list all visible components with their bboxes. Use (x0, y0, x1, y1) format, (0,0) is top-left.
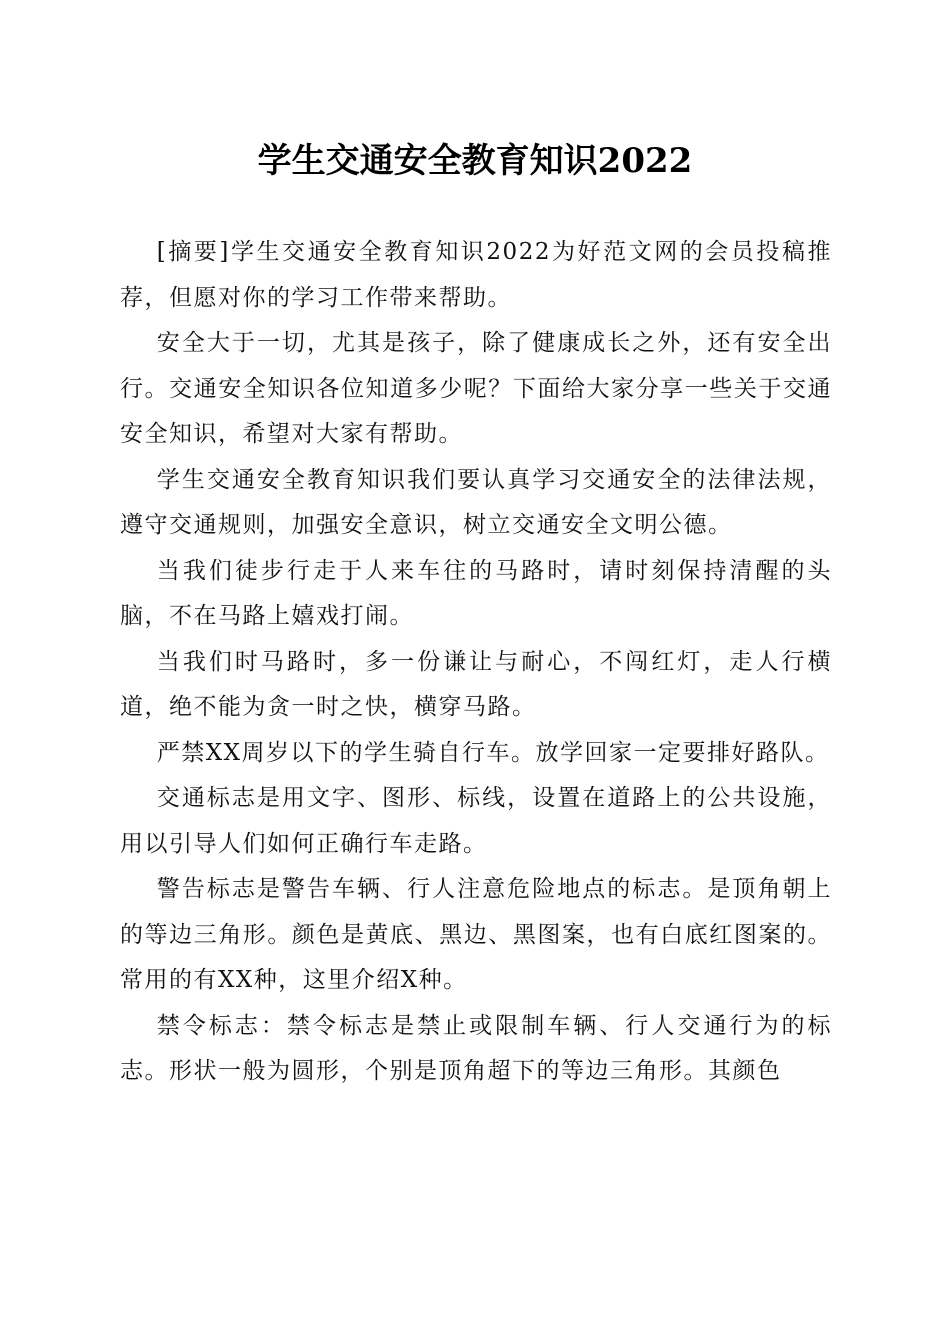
document-body (120, 230, 832, 1095)
paragraph-safety-first: 安全大于一切，尤其是孩子，除了健康成长之外，还有安全出行。交通安全知识各位知道多少呢？下面给大家分享一些关于交通安全知识，希望对大家有帮助。 (120, 330, 832, 447)
paragraph-bicycle: 严禁XX周岁以下的学生骑自行车。放学回家一定要排好路队。 (156, 739, 830, 766)
paragraph-walking: 当我们徒步行走于人来车往的马路时，请时刻保持清醒的头脑，不在马路上嬉戏打闹。 (120, 557, 832, 629)
document-title: 学生交通安全教育知识2022 (257, 141, 693, 181)
paragraph-warning-signs: 警告标志是警告车辆、行人注意危险地点的标志。是顶角朝上的等边三角形。颜色是黄底、黑边、黑图案，也有白底红图案的。常用的有XX种，这里介绍X种。 (120, 876, 832, 993)
paragraph-crossing: 当我们时马路时，多一份谦让与耐心，不闯红灯，走人行横道，绝不能为贪一时之快，横穿马路。 (120, 648, 832, 720)
paragraph-prohibition-signs: 禁令标志：禁令标志是禁止或限制车辆、行人交通行为的标志。形状一般为圆形，个别是顶角超下的等边三角形。其颜色 (120, 1012, 832, 1084)
paragraph-abstract: [摘要]学生交通安全教育知识2022为好范文网的会员投稿推荐，但愿对你的学习工作带来帮助。 (120, 239, 832, 311)
paragraph-laws: 学生交通安全教育知识我们要认真学习交通安全的法律法规，遵守交通规则，加强安全意识，树立交通安全文明公德。 (120, 466, 832, 538)
paragraph-traffic-signs: 交通标志是用文字、图形、标线，设置在道路上的公共设施，用以引导人们如何正确行车走路。 (120, 785, 832, 857)
